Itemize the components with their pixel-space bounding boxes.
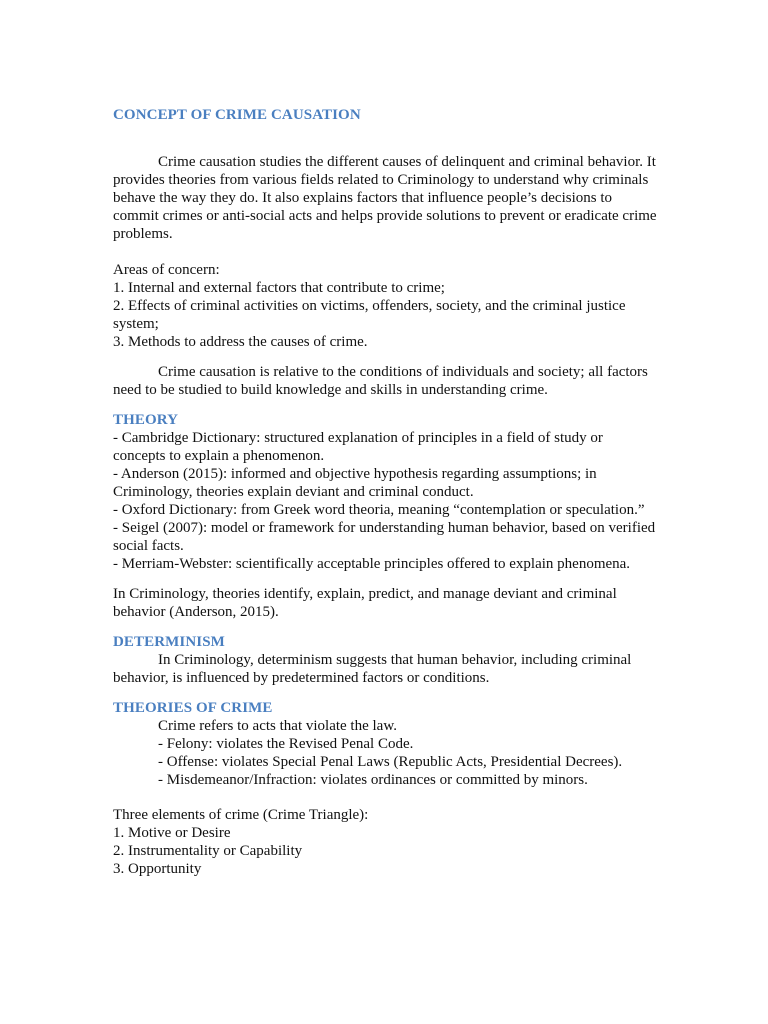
areas-item: 3. Methods to address the causes of crime. bbox=[113, 334, 368, 350]
relative-paragraph: Crime causation is relative to the conditions of individuals and society; all factors need to be studied to build knowledge and skills in understanding crime. bbox=[113, 364, 648, 398]
crime-type-item: - Misdemeanor/Infraction: violates ordinances or committed by minors. bbox=[158, 772, 588, 788]
theory-item: - Anderson (2015): informed and objective hypothesis regarding assumptions; in Criminology, theories explain deviant and criminal conduct. bbox=[113, 466, 597, 500]
theories-of-crime-heading: THEORIES OF CRIME bbox=[113, 700, 273, 716]
elements-label: Three elements of crime (Crime Triangle): bbox=[113, 807, 369, 823]
areas-of-concern bbox=[113, 261, 658, 351]
theory-item: - Seigel (2007): model or framework for understanding human behavior, based on verified social facts. bbox=[113, 520, 656, 554]
theory-heading: THEORY bbox=[113, 412, 179, 428]
theories-of-crime-section bbox=[113, 699, 658, 789]
elements-item: 3. Opportunity bbox=[113, 861, 202, 877]
areas-item: 1. Internal and external factors that contribute to crime; bbox=[113, 280, 445, 296]
intro-paragraph: Crime causation studies the different causes of delinquent and criminal behavior. It provides theories from various fields related to Criminology to understand why criminals behave the way they do. It also explains factors that influence people’s decisions to commit crimes or anti-social acts and helps provide solutions to prevent or eradicate crime problems. bbox=[113, 154, 657, 242]
document-title: CONCEPT OF CRIME CAUSATION bbox=[113, 107, 361, 123]
areas-item: 2. Effects of criminal activities on victims, offenders, society, and the criminal justice system; bbox=[113, 298, 626, 332]
determinism-section bbox=[113, 633, 658, 687]
crime-elements-section bbox=[113, 806, 658, 878]
areas-label: Areas of concern: bbox=[113, 262, 220, 278]
determinism-text: In Criminology, determinism suggests that human behavior, including criminal behavior, is influenced by predetermined factors or conditions. bbox=[113, 652, 632, 686]
theory-item: - Oxford Dictionary: from Greek word theoria, meaning “contemplation or speculation.” bbox=[113, 502, 645, 518]
theory-item: - Merriam-Webster: scientifically acceptable principles offered to explain phenomena. bbox=[113, 556, 631, 572]
theory-item: - Cambridge Dictionary: structured explanation of principles in a field of study or concepts to explain a phenomenon. bbox=[113, 430, 603, 464]
elements-item: 2. Instrumentality or Capability bbox=[113, 843, 303, 859]
theory-section bbox=[113, 411, 658, 573]
crime-type-item: - Felony: violates the Revised Penal Code. bbox=[158, 736, 414, 752]
elements-item: 1. Motive or Desire bbox=[113, 825, 231, 841]
crime-type-item: - Offense: violates Special Penal Laws (Republic Acts, Presidential Decrees). bbox=[158, 754, 623, 770]
theory-summary: In Criminology, theories identify, explain, predict, and manage deviant and criminal behavior (Anderson, 2015). bbox=[113, 586, 617, 620]
crime-definition: Crime refers to acts that violate the law. bbox=[158, 718, 397, 734]
determinism-heading: DETERMINISM bbox=[113, 634, 225, 650]
